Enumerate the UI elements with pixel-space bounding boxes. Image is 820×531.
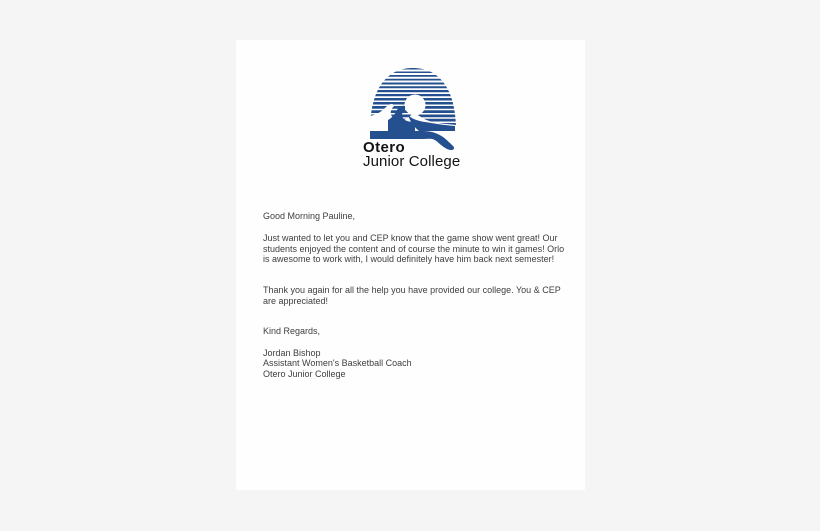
wordmark-line1: Otero bbox=[363, 139, 406, 156]
letter-greeting: Good Morning Pauline, bbox=[263, 211, 356, 221]
letter-paragraph-2: Thank you again for all the help you have provided our college. You & CEP are appreciated! bbox=[263, 285, 561, 306]
signature-organization: Otero Junior College bbox=[263, 369, 346, 380]
letter-closing: Kind Regards, bbox=[263, 325, 321, 336]
letter-page bbox=[236, 40, 585, 490]
wordmark-line2: Junior College bbox=[363, 153, 461, 170]
college-wordmark bbox=[363, 141, 465, 170]
letter-signature bbox=[263, 348, 568, 380]
signature-name: Jordan Bishop bbox=[263, 347, 321, 358]
college-logo bbox=[363, 60, 465, 170]
letter-paragraph-1: Just wanted to let you and CEP know that the game show went great! Our students enjoyed the content and of course the minute to win it games! Orlo is awesome to work with, I would definitely have him back next semester! bbox=[263, 232, 565, 265]
letter-body bbox=[263, 211, 568, 380]
signature-title: Assistant Women's Basketball Coach bbox=[263, 358, 412, 369]
